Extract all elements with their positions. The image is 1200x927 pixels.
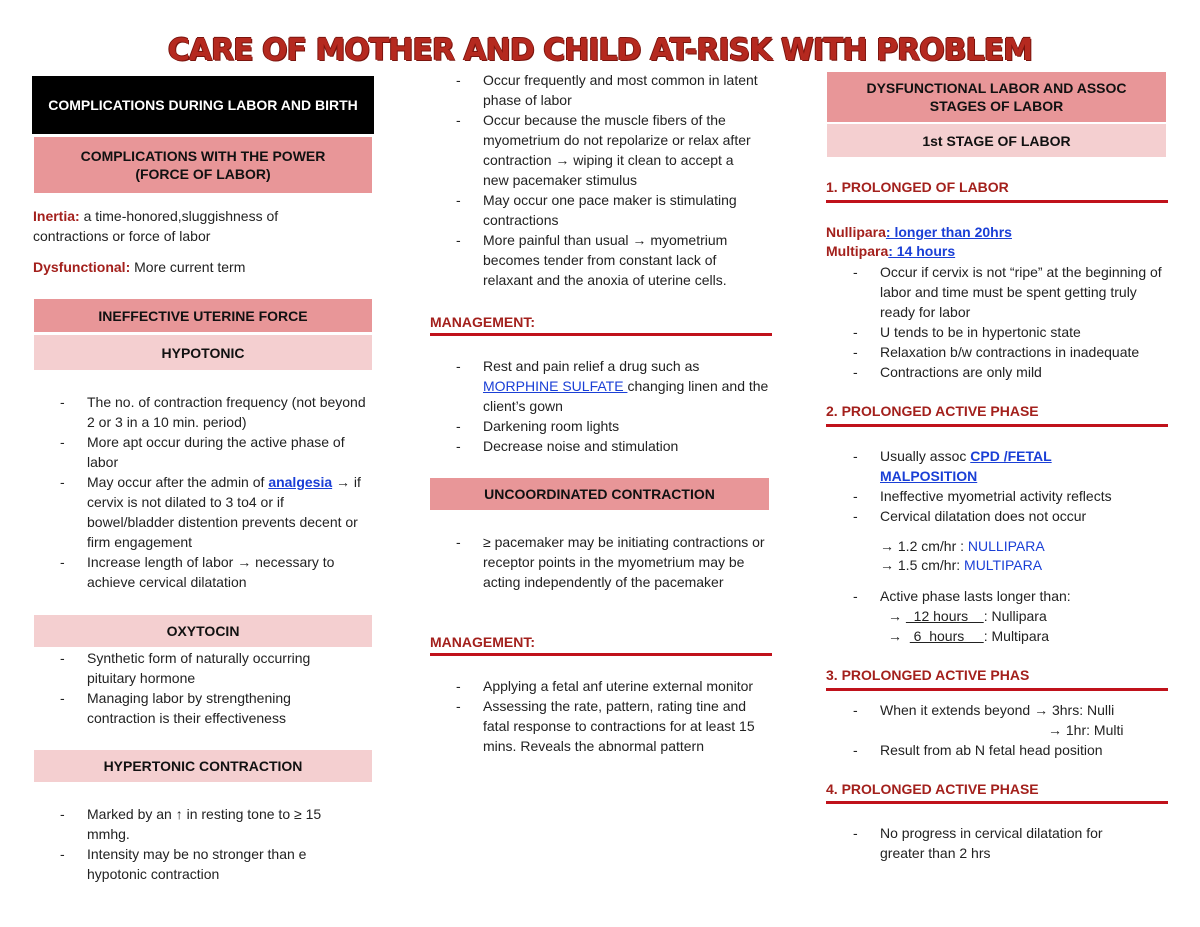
list-item: - U tends to be in hypertonic state: [827, 322, 1172, 342]
nullipara-rate: [880, 536, 1045, 556]
dysfunctional-labor-header: DYSFUNCTIONAL LABOR AND ASSOC STAGES OF LABOR: [827, 72, 1166, 122]
section-heading-2: 2. PROLONGED ACTIVE PHASE: [826, 403, 1039, 419]
inertia-text: a time-honored,sluggishness of contractions or force of labor: [33, 208, 279, 244]
rate-multipara: MULTIPARA: [964, 557, 1043, 573]
lasts-nullipara: [888, 606, 1047, 626]
list-item: - Increase length of labor → necessary to achieve cervical dilatation: [34, 552, 374, 592]
list-item: - Managing labor by strengthening contraction is their effectiveness: [34, 688, 344, 728]
morphine-sulfate-link[interactable]: MORPHINE SULFATE: [483, 378, 628, 394]
complications-header: COMPLICATIONS DURING LABOR AND BIRTH: [32, 76, 374, 134]
page-title: CARE OF MOTHER AND CHILD AT-RISK WITH PROBLEM: [167, 33, 1033, 68]
divider: [430, 333, 772, 336]
list-item-text: May occur after the admin of: [87, 474, 269, 490]
hours-value: 12 hours: [905, 608, 984, 624]
list-item: - Cervical dilatation does not occur: [827, 506, 1127, 526]
list-item-text: Rest and pain relief a drug such as: [483, 358, 700, 374]
list-item: - No progress in cervical dilatation for greater than 2 hrs: [827, 823, 1147, 863]
nullipara-line: [826, 222, 1012, 242]
list-item: - Ineffective myometrial activity reflects: [827, 486, 1127, 506]
analgesia-link[interactable]: analgesia: [268, 474, 333, 490]
cpd-fetal-malposition-link[interactable]: CPD /FETAL MALPOSITION: [880, 448, 1052, 484]
first-stage-header: 1st STAGE OF LABOR: [827, 124, 1166, 157]
divider: [430, 653, 772, 656]
list-item: - Active phase lasts longer than:: [827, 586, 1127, 606]
prolonged-labor-list: [827, 262, 1172, 382]
no-progress-list: [827, 823, 1147, 863]
list-item-text: changing linen and the client’s gown: [483, 378, 769, 414]
list-item: - More apt occur during the active phase of labor: [34, 432, 374, 472]
section-heading-1: 1. PROLONGED OF LABOR: [826, 179, 1009, 195]
hypertonic-header: HYPERTONIC CONTRACTION: [34, 750, 372, 782]
divider: [826, 801, 1168, 804]
prolonged-active-phas-list: [827, 700, 1172, 720]
uncoordinated-list: [430, 532, 775, 592]
list-item: - Result from ab N fetal head position: [827, 740, 1172, 760]
rate-text: → 1.2 cm/hr :: [880, 538, 968, 554]
list-item: - Occur frequently and most common in latent phase of labor: [430, 70, 760, 110]
multi-duration: → 1hr: Multi: [1048, 722, 1124, 738]
multipara-line: [826, 241, 955, 261]
hypotonic-continued-list: [430, 70, 760, 290]
hypotonic-list: [34, 392, 374, 592]
parity-label: : Nullipara: [983, 608, 1047, 624]
list-item: - Relaxation b/w contractions in inadequate: [827, 342, 1172, 362]
list-item: - More painful than usual → myometrium becomes tender from constant lack of relaxant and the anoxia of uterine cells.: [430, 230, 760, 290]
arrow: →: [888, 608, 906, 624]
multipara-rate: [880, 555, 1042, 575]
list-item: [827, 446, 1127, 486]
oxytocin-header: OXYTOCIN: [34, 615, 372, 647]
multipara-label: Multipara: [826, 243, 889, 259]
section-heading-3: 3. PROLONGED ACTIVE PHAS: [826, 667, 1030, 683]
list-item: - ≥ pacemaker may be initiating contractions or receptor points in the myometrium may be acting independently of the pacemaker: [430, 532, 775, 592]
list-item: - Occur because the muscle fibers of the myometrium do not repolarize or relax after contraction → wiping it clean to accept a new pacemaker stimulus: [430, 110, 760, 190]
management-list-2: [430, 676, 775, 756]
list-item: - May occur one pace maker is stimulating contractions: [430, 190, 760, 230]
management-heading-2: MANAGEMENT:: [430, 634, 535, 650]
list-item: [430, 356, 775, 416]
dysfunctional-text: More current term: [130, 259, 246, 275]
hypertonic-list: [34, 804, 334, 884]
list-item-text: Usually assoc: [880, 448, 971, 464]
list-item: - Synthetic form of naturally occurring pituitary hormone: [34, 648, 344, 688]
inertia-label: Inertia:: [33, 208, 80, 224]
list-item-text: → if cervix is not dilated to 3 to4 or if bowel/bladder distention prevents decent or firm engagement: [87, 474, 361, 550]
lasts-multipara: [888, 626, 1049, 646]
power-header: COMPLICATIONS WITH THE POWER (FORCE OF LABOR): [34, 137, 372, 193]
divider: [826, 688, 1168, 691]
arrow: →: [888, 628, 910, 644]
uncoordinated-contraction-header: UNCOORDINATED CONTRACTION: [430, 478, 769, 510]
dysfunctional-definition: [33, 257, 353, 277]
list-item: - Contractions are only mild: [827, 362, 1172, 382]
list-item: - Occur if cervix is not “ripe” at the beginning of labor and time must be spent getting truly ready for labor: [827, 262, 1172, 322]
management-list-1: [430, 356, 775, 456]
active-phase-lasts-list: [827, 586, 1127, 606]
ineffective-uterine-force-header: INEFFECTIVE UTERINE FORCE: [34, 299, 372, 332]
list-item: - Darkening room lights: [430, 416, 775, 436]
hours-value: 6 hours: [909, 628, 984, 644]
list-item: - Intensity may be no stronger than e hypotonic contraction: [34, 844, 334, 884]
list-item: - Applying a fetal anf uterine external monitor: [430, 676, 775, 696]
multipara-value: : 14 hours: [888, 243, 956, 259]
management-heading-1: MANAGEMENT:: [430, 314, 535, 330]
list-item: [34, 472, 374, 552]
dysfunctional-label: Dysfunctional:: [33, 259, 131, 275]
list-item: - The no. of contraction frequency (not beyond 2 or 3 in a 10 min. period): [34, 392, 374, 432]
divider: [826, 200, 1168, 203]
list-item: - When it extends beyond → 3hrs: Nulli: [827, 700, 1172, 720]
list-item: - Assessing the rate, pattern, rating tine and fatal response to contractions for at least 15 mins. Reveals the abnormal pattern: [430, 696, 775, 756]
inertia-definition: [33, 206, 333, 246]
list-item: - Decrease noise and stimulation: [430, 436, 775, 456]
nullipara-label: Nullipara: [826, 224, 886, 240]
section-heading-4: 4. PROLONGED ACTIVE PHASE: [826, 781, 1039, 797]
nullipara-value: : longer than 20hrs: [885, 224, 1012, 240]
rate-text: → 1.5 cm/hr:: [880, 557, 965, 573]
parity-label: : Multipara: [983, 628, 1050, 644]
divider: [826, 424, 1168, 427]
prolonged-active-phase-list: [827, 446, 1127, 526]
hypotonic-header: HYPOTONIC: [34, 335, 372, 370]
list-item: - Marked by an ↑ in resting tone to ≥ 15 mmhg.: [34, 804, 334, 844]
rate-nullipara: NULLIPARA: [967, 538, 1045, 554]
oxytocin-list: [34, 648, 344, 728]
prolonged-active-phas-list-2: [827, 740, 1172, 760]
